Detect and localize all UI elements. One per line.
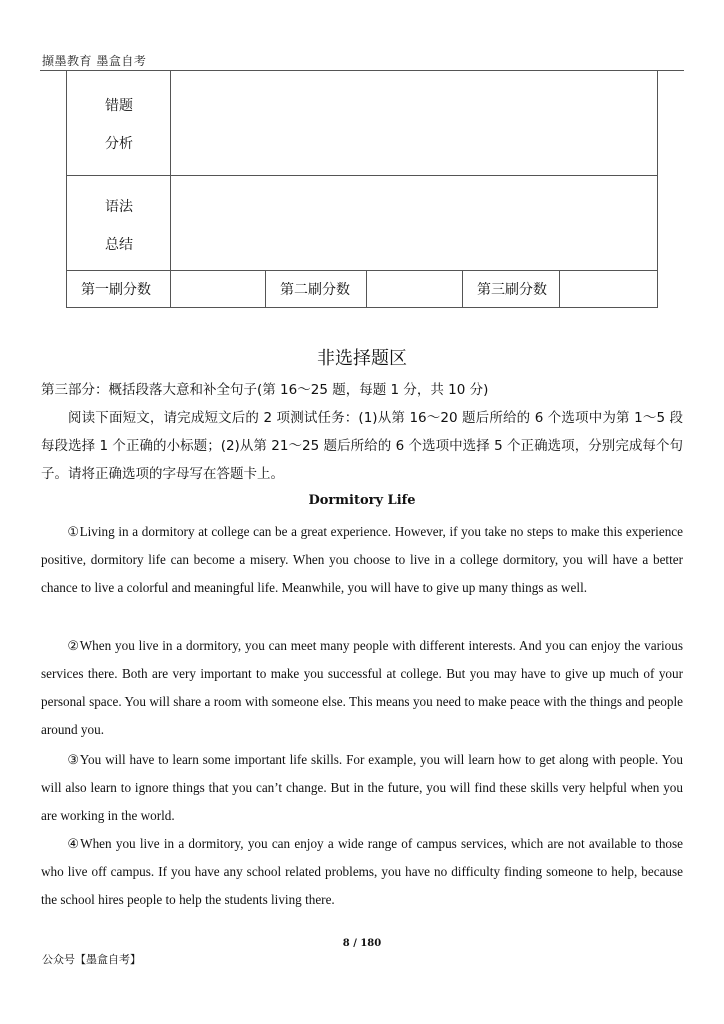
first-score-field[interactable] <box>171 271 266 307</box>
third-score-label: 第三刷分数 <box>463 271 560 307</box>
instructions: 阅读下面短文，请完成短文后的 2 项测试任务：(1)从第 16～20 题后所给的 6 个选项中为第 1～5 段每段选择 1 个正确的小标题；(2)从第 21～25 题后所给的 6 个选项中选择 5 个正确选项，分别完成每个句子。请将正确选项的字母写在答题卡上。 <box>41 410 683 482</box>
error-analysis-field[interactable] <box>171 71 657 175</box>
part-heading: 第三部分：概括段落大意和补全句子(第 16～25 题，每题 1 分，共 10 分) <box>41 382 489 398</box>
second-score-label: 第二刷分数 <box>266 271 367 307</box>
error-analysis-label-line1: 错题 <box>105 98 133 114</box>
passage-title: Dormitory Life <box>308 493 416 508</box>
paragraph-1: ①Living in a dormitory at college can be a great experience. However, if you take no steps to make this experience positive, dormitory life can become a misery. When you choose to live in a college dormitory, you will have a better chance to live a colorful and meaningful life. Meanwhile, you will have to give up many things as well. <box>41 524 683 595</box>
paragraph-4: ④When you live in a dormitory, you can enjoy a wide range of campus services, which are not available to those who live off campus. If you have any school related problems, you have no difficulty finding someone to help, because the school hires people to help the students living there. <box>41 836 683 907</box>
table-row-scores <box>67 270 657 307</box>
third-score-field[interactable] <box>560 271 657 307</box>
section-title: 非选择题区 <box>317 348 407 369</box>
grammar-summary-label-line1: 语法 <box>105 199 133 215</box>
error-analysis-label-line2: 分析 <box>105 136 133 152</box>
error-analysis-label <box>67 71 171 175</box>
footer-account: 公众号【墨盒自考】 <box>42 953 141 966</box>
header-brand: 撷墨教育 墨盒自考 <box>42 54 147 68</box>
grammar-summary-label-line2: 总结 <box>105 237 133 253</box>
second-score-field[interactable] <box>367 271 463 307</box>
grammar-summary-label <box>67 176 171 270</box>
grammar-summary-field[interactable] <box>171 176 657 270</box>
review-table <box>66 70 658 308</box>
table-row-error-analysis <box>67 71 657 175</box>
table-row-grammar-summary <box>67 175 657 270</box>
first-score-label: 第一刷分数 <box>67 271 171 307</box>
paragraph-3: ③You will have to learn some important life skills. For example, you will learn how to get along with people. You will also learn to ignore things that you can’t change. But in the future, you will find these skills very helpful when you are working in the world. <box>41 752 683 823</box>
paragraph-2: ②When you live in a dormitory, you can meet many people with different interests. And you can enjoy the various services there. Both are very important to make you successful at college. But you may have to give up much of your personal space. You will share a room with someone else. This means you need to make peace with the things and people around you. <box>41 638 683 737</box>
page-number: 8 / 180 <box>342 938 382 949</box>
